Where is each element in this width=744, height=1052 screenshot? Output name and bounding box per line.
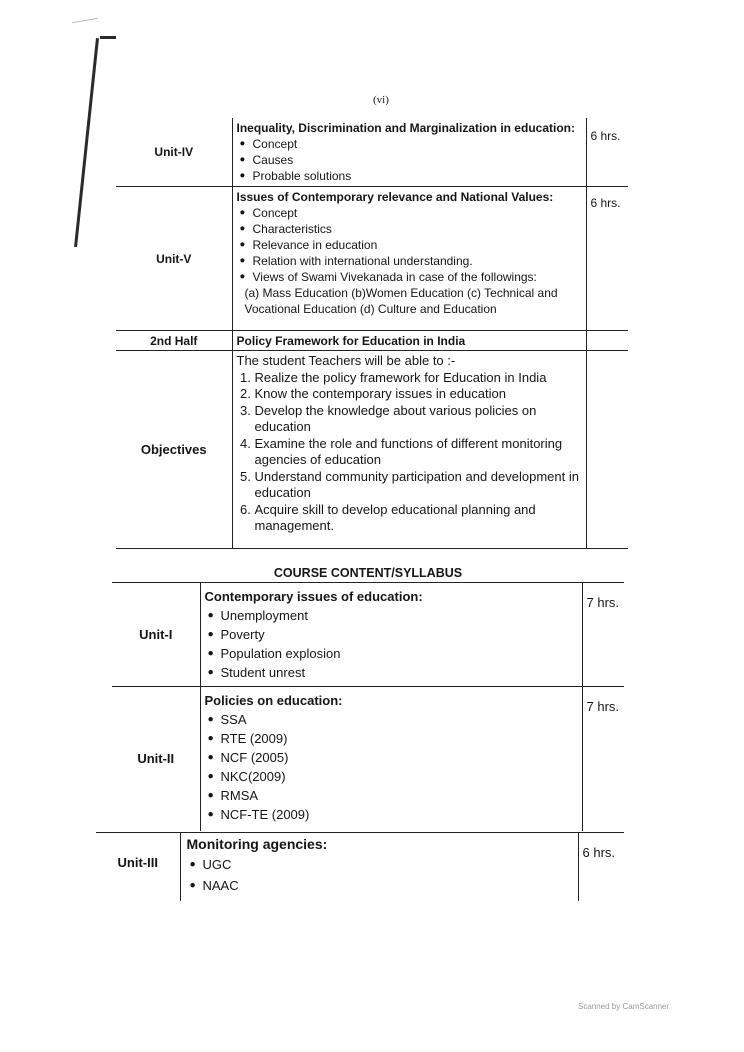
unit-content [200,687,582,831]
scanner-watermark: Scanned by CamScanner [578,1002,670,1011]
unit-detail: (a) Mass Education (b)Women Education (c) Technical and Vocational Education (d) Culture and Education [244,286,558,316]
list-item: ● Relation with international understanding. [237,253,586,269]
unit-heading: Inequality, Discrimination and Marginalization in education: [236,121,575,135]
list-item: ● Concept [237,205,586,221]
course-content-heading: COURSE CONTENT/SYLLABUS [273,566,463,580]
table-row [112,687,624,831]
unit-hours: 6 hrs. [586,118,628,187]
list-item: 6. Acquire skill to develop educational planning and management. [255,502,582,535]
list-item: 1. Realize the policy framework for Education in India [255,370,582,387]
list-item: ● NCF-TE (2009) [205,805,582,824]
unit-label: Unit-III [96,833,180,901]
list-item: ● RMSA [205,786,582,805]
table-row [116,331,628,351]
unit-hours: 6 hrs. [582,845,616,860]
list-item: 4. Examine the role and functions of different monitoring agencies of education [255,436,582,469]
list-item: ● NCF (2005) [205,748,582,767]
list-item: ● Relevance in education [237,237,586,253]
empty-cell [586,351,628,549]
list-item: ● NKC(2009) [205,767,582,786]
list-item: ● Student unrest [205,663,582,682]
bullet-list [187,854,578,896]
objectives-list [237,370,582,535]
unit-content [180,833,578,901]
list-item: ● Probable solutions [237,168,586,184]
unit-content [200,583,582,687]
list-item: 2. Know the contemporary issues in education [255,386,582,403]
list-item: ● RTE (2009) [205,729,582,748]
list-item: ● Causes [237,152,586,168]
unit-content [232,187,586,331]
scan-mark-top [100,36,116,39]
half-title: Policy Framework for Education in India [232,331,586,351]
syllabus-table-upper [116,118,628,549]
page-number: (vi) [373,94,389,106]
unit-heading: Monitoring agencies: [186,836,328,852]
unit-label: Unit-V [116,187,232,331]
list-item: 3. Develop the knowledge about various policies on education [255,403,582,436]
list-item: ● Concept [237,136,586,152]
table-row [112,583,624,687]
unit-hours: 6 hrs. [586,187,628,331]
list-item: ● Views of Swami Vivekanada in case of the followings: [237,269,586,285]
table-row [116,118,628,187]
half-label: 2nd Half [116,331,232,351]
unit-heading: Contemporary issues of education: [204,589,423,604]
bullet-list [205,606,582,682]
list-item: ● Characteristics [237,221,586,237]
unit-hours: 7 hrs. [586,699,620,714]
bullet-list [237,205,586,285]
list-item: ● Unemployment [205,606,582,625]
unit-heading: Policies on education: [204,693,343,708]
scan-mark-left [74,38,99,247]
list-item: ● SSA [205,710,582,729]
unit-label: Unit-II [112,687,200,831]
unit-content [232,118,586,187]
list-item: ● UGC [187,854,578,875]
syllabus-table-continued [96,832,624,901]
list-item: ● Population explosion [205,644,582,663]
bullet-list [237,136,586,184]
objectives-label: Objectives [116,351,232,549]
syllabus-table-lower [112,582,624,831]
objectives-intro: The student Teachers will be able to :- [236,353,456,368]
unit-label: Unit-IV [116,118,232,187]
table-row [116,351,628,549]
table-row [96,833,624,901]
list-item: ● NAAC [187,875,578,896]
empty-cell [586,331,628,351]
list-item: 5. Understand community participation and development in education [255,469,582,502]
unit-hours: 7 hrs. [582,583,624,687]
bullet-list [205,710,582,824]
unit-heading: Issues of Contemporary relevance and National Values: [236,190,554,204]
list-item: ● Poverty [205,625,582,644]
unit-label: Unit-I [112,583,200,687]
objectives-content [232,351,586,549]
scan-mark-corner [72,18,98,23]
table-row [116,187,628,331]
